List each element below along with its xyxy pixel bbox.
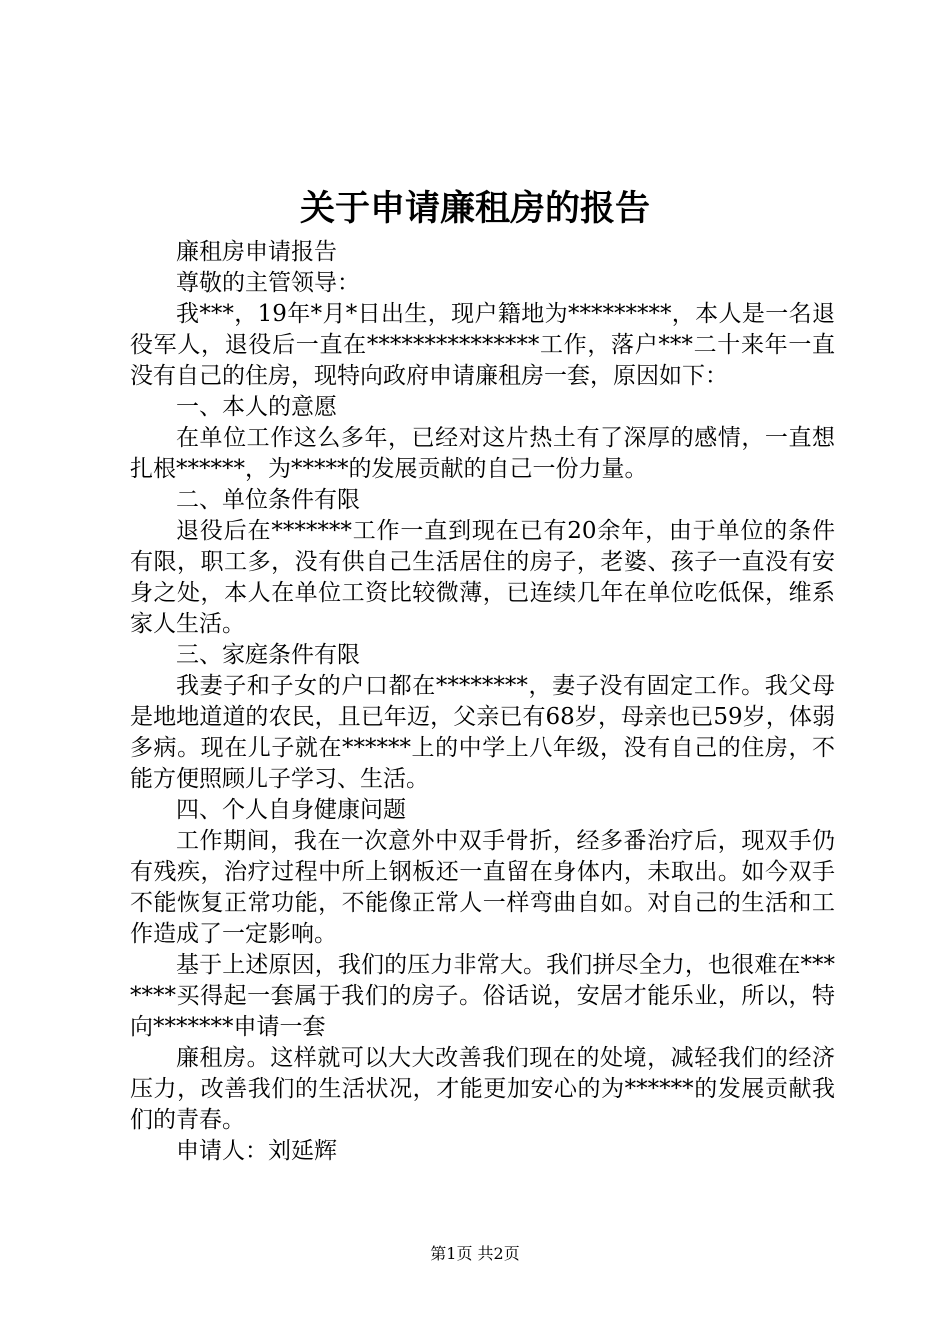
paragraph-subtitle: 廉租房申请报告 [176,239,337,265]
document-title: 关于申请廉租房的报告 [299,188,650,229]
paragraph-introduction: 我***，19年*月*日出生，现户籍地为*********，本人是一名退役军人，退役后一直在***************工作，落户***二十来年一直没有自己的住房，现特向政府申请廉租房一套，原因如下： [130,301,835,389]
section-heading-1: 一、本人的意愿 [176,394,337,420]
paragraph-section-3: 我妻子和子女的户口都在********，妻子没有固定工作。我父母是地地道道的农民，且已年迈，父亲已有68岁，母亲也已59岁，体弱多病。现在儿子就在******上的中学上八年级，没有自己的住房，不能方便照顾儿子学习、生活。 [130,673,835,792]
paragraph-section-1: 在单位工作这么多年，已经对这片热土有了深厚的感情，一直想扎根******，为*****的发展贡献的自己一份力量。 [130,425,835,482]
section-heading-3: 三、家庭条件有限 [176,642,360,668]
paragraph-salutation: 尊敬的主管领导： [176,270,360,296]
applicant-signature-line: 申请人：刘延辉 [176,1138,337,1164]
section-heading-2: 二、单位条件有限 [176,487,360,513]
paragraph-conclusion-continued: 廉租房。这样就可以大大改善我们现在的处境，减轻我们的经济压力，改善我们的生活状况，才能更加安心的为******的发展贡献我们的青春。 [130,1045,835,1133]
paragraph-conclusion: 基于上述原因，我们的压力非常大。我们拼尽全力，也很难在*******买得起一套属于我们的房子。俗话说，安居才能乐业，所以，特向*******申请一套 [130,952,835,1040]
paragraph-section-2: 退役后在*******工作一直到现在已有20余年，由于单位的条件有限，职工多，没有供自己生活居住的房子，老婆、孩子一直没有安身之处，本人在单位工资比较微薄，已连续几年在单位吃低保，维系家人生活。 [130,518,835,637]
paragraph-section-4: 工作期间，我在一次意外中双手骨折，经多番治疗后，现双手仍有残疾，治疗过程中所上钢板还一直留在身体内，未取出。如今双手不能恢复正常功能，不能像正常人一样弯曲自如。对自己的生活和工作造成了一定影响。 [130,828,835,947]
section-heading-4: 四、个人自身健康问题 [176,797,406,823]
page-number-footer: 第1页 共2页 [430,1244,520,1263]
document-body [130,237,835,1167]
